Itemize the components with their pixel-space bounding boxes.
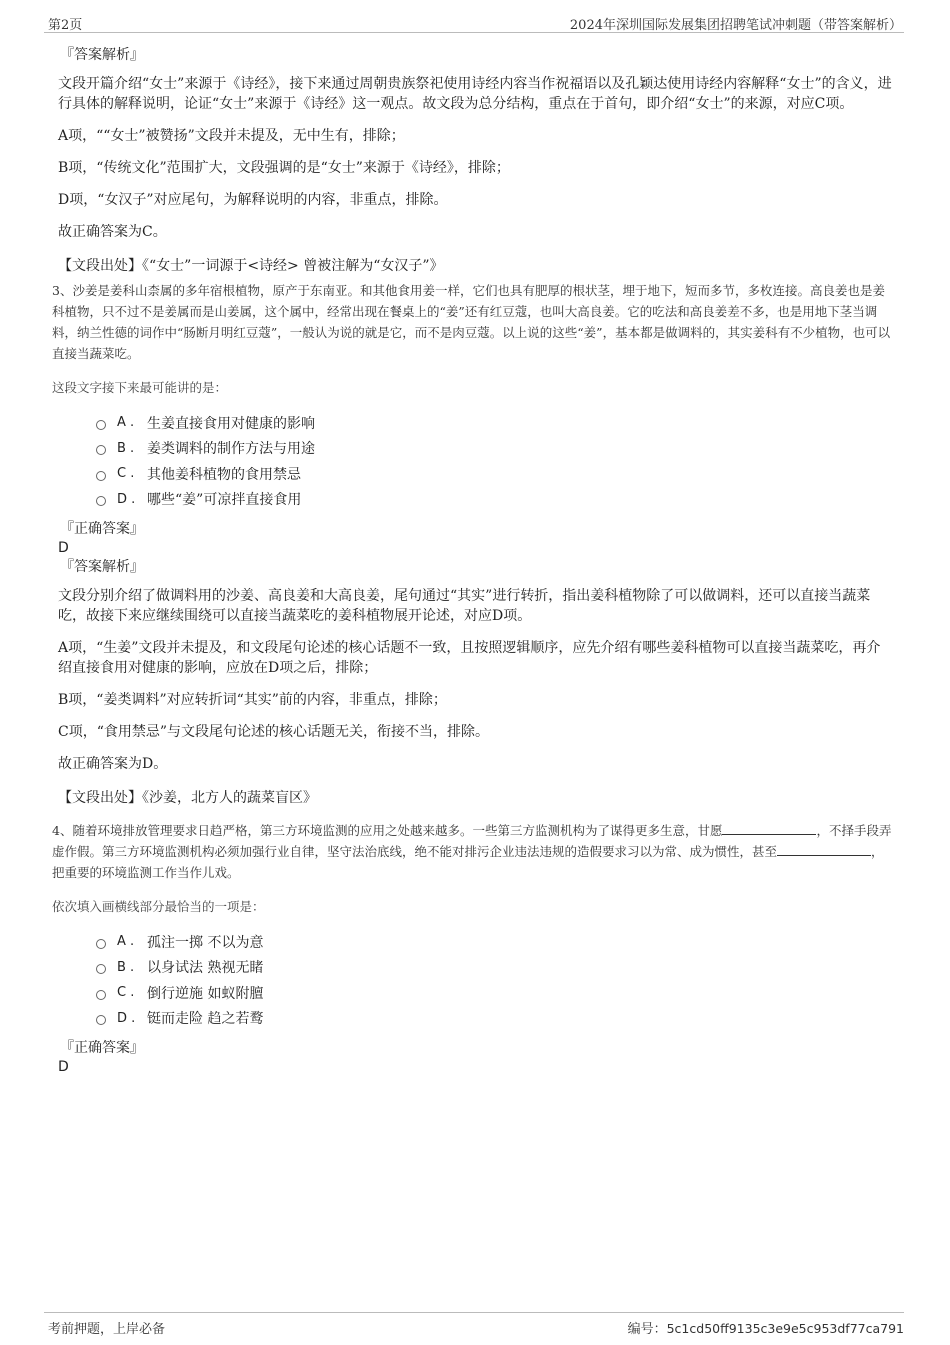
radio-icon[interactable] xyxy=(96,964,106,974)
page-header xyxy=(44,12,904,33)
question-4-text-part1: 4、随着环境排放管理要求日趋严格，第三方环境监测的应用之处越来越多。一些第三方监测机构为了谋得更多生意，甘愿 xyxy=(52,823,723,838)
page-content xyxy=(52,40,894,1075)
option-b[interactable] xyxy=(96,436,894,462)
correct-answer-label: 『正确答案』 xyxy=(60,521,144,537)
analysis-option-b: B项，“姜类调料”对应转折词“其实”前的内容，非重点，排除； xyxy=(58,692,447,708)
option-text: 倒行逆施 如蚁附膻 xyxy=(147,985,264,1002)
analysis-label: 『答案解析』 xyxy=(60,47,144,63)
analysis-paragraph: 文段分别介绍了做调料用的沙姜、高良姜和大高良姜，尾句通过“其实”进行转折，指出姜科植物除了可以做调料，还可以直接当蔬菜吃，故接下来应继续围绕可以直接当蔬菜吃的姜科植物展开论述，对应D项。 xyxy=(58,588,871,624)
fill-blank-2 xyxy=(777,843,871,856)
answer-conclusion: 故正确答案为C。 xyxy=(58,224,167,240)
analysis-label: 『答案解析』 xyxy=(60,559,144,575)
option-letter: A . xyxy=(117,934,135,950)
option-text: 生姜直接食用对健康的影响 xyxy=(147,415,315,432)
option-d[interactable] xyxy=(96,487,894,513)
option-text: 铤而走险 趋之若鹜 xyxy=(147,1011,264,1028)
option-letter: A . xyxy=(117,415,135,431)
analysis-paragraph: 文段开篇介绍“女士”来源于《诗经》，接下来通过周朝贵族祭祀使用诗经内容当作祝福语以及孔颖达使用诗经内容解释“女士”的含义，进行具体的解释说明，论证“女士”来源于《诗经》这一观点。故文段为总分结构，重点在于首句，即介绍“女士”的来源，对应C项。 xyxy=(58,76,892,112)
option-text: 姜类调料的制作方法与用途 xyxy=(147,441,315,458)
option-letter: C . xyxy=(117,985,135,1001)
page-number: 第2页 xyxy=(48,18,83,33)
correct-answer: D xyxy=(58,540,69,556)
option-text: 孤注一掷 不以为意 xyxy=(147,934,264,951)
question-4-options xyxy=(96,929,894,1031)
option-c[interactable] xyxy=(96,980,894,1006)
analysis-option-c: C项，“食用禁忌”与文段尾句论述的核心话题无关，衔接不当，排除。 xyxy=(58,724,490,740)
question-3-options xyxy=(96,410,894,512)
option-letter: B . xyxy=(117,959,135,975)
analysis-option-b: B项，“传统文化”范围扩大，文段强调的是“女士”来源于《诗经》，排除； xyxy=(58,160,510,176)
page-footer xyxy=(44,1312,904,1337)
correct-answer: D xyxy=(58,1059,69,1075)
radio-icon[interactable] xyxy=(96,990,106,1000)
fill-blank-1 xyxy=(722,822,816,835)
radio-icon[interactable] xyxy=(96,445,106,455)
footer-slogan: 考前押题，上岸必备 xyxy=(48,1322,166,1337)
option-a[interactable] xyxy=(96,929,894,955)
document-code xyxy=(628,1318,904,1337)
option-text: 以身试法 熟视无睹 xyxy=(147,960,264,977)
radio-icon[interactable] xyxy=(96,939,106,949)
option-letter: C . xyxy=(117,466,135,482)
answer-conclusion: 故正确答案为D。 xyxy=(58,756,168,772)
code-label: 编号： xyxy=(627,1322,667,1337)
question-4-text-part2: ，不择手段弄虚作假。第三方环境监测机构必须加强行业自律，坚守法治底线，绝不能对排污企业违法违规的造假要求习以为常、成为惯性，甚至 xyxy=(52,823,892,859)
question-3-prompt: 这段文字接下来最可能讲的是： xyxy=(52,380,228,395)
option-d[interactable] xyxy=(96,1006,894,1032)
analysis-option-a: A项，“生姜”文段并未提及，和文段尾句论述的核心话题不一致，且按照逻辑顺序，应先介绍有哪些姜科植物可以直接当蔬菜吃，再介绍直接食用对健康的影响，应放在D项之后，排除； xyxy=(58,640,881,676)
option-text: 其他姜科植物的食用禁忌 xyxy=(147,466,301,483)
radio-icon[interactable] xyxy=(96,496,106,506)
option-text: 哪些“姜”可凉拌直接食用 xyxy=(147,492,302,509)
analysis-option-d: D项，“女汉子”对应尾句，为解释说明的内容，非重点，排除。 xyxy=(58,192,448,208)
radio-icon[interactable] xyxy=(96,471,106,481)
correct-answer-label: 『正确答案』 xyxy=(60,1040,144,1056)
radio-icon[interactable] xyxy=(96,1015,106,1025)
question-4-prompt: 依次填入画横线部分最恰当的一项是： xyxy=(52,899,265,914)
option-a[interactable] xyxy=(96,410,894,436)
question-4-text-part3: ，把重要的环境监测工作当作儿戏。 xyxy=(52,844,884,880)
question-4-text xyxy=(52,820,894,883)
radio-icon[interactable] xyxy=(96,420,106,430)
document-title: 2024年深圳国际发展集团招聘笔试冲刺题（带答案解析） xyxy=(569,18,902,33)
option-b[interactable] xyxy=(96,955,894,981)
option-letter: D . xyxy=(117,1010,136,1026)
option-letter: B . xyxy=(117,440,135,456)
analysis-option-a: A项，““女士”被赞扬”文段并未提及，无中生有，排除； xyxy=(58,128,405,144)
passage-source: 【文段出处】《沙姜，北方人的蔬菜盲区》 xyxy=(58,790,317,806)
question-3-text: 3、沙姜是姜科山柰属的多年宿根植物，原产于东南亚。和其他食用姜一样，它们也具有肥厚的根状茎，埋于地下，短而多节，多枚连接。高良姜也是姜科植物，只不过不是姜属而是山姜属，这个属中，经常出现在餐桌上的“姜”还有红豆蔻，也叫大高良姜。它的吃法和高良姜差不多，也是用地下茎当调料，纳兰性德的词作中“肠断月明红豆蔻”，一般认为说的就是它，而不是肉豆蔻。以上说的这些“姜”，基本都是做调料的，其实姜科有不少植物，也可以直接当蔬菜吃。 xyxy=(52,283,891,361)
option-letter: D . xyxy=(117,491,136,507)
option-c[interactable] xyxy=(96,461,894,487)
code-value: 5c1cd50ff9135c3e9e5c953df77ca791 xyxy=(666,1321,904,1336)
passage-source: 【文段出处】《“女士”一词源于<诗经> 曾被注解为“女汉子”》 xyxy=(58,258,444,274)
